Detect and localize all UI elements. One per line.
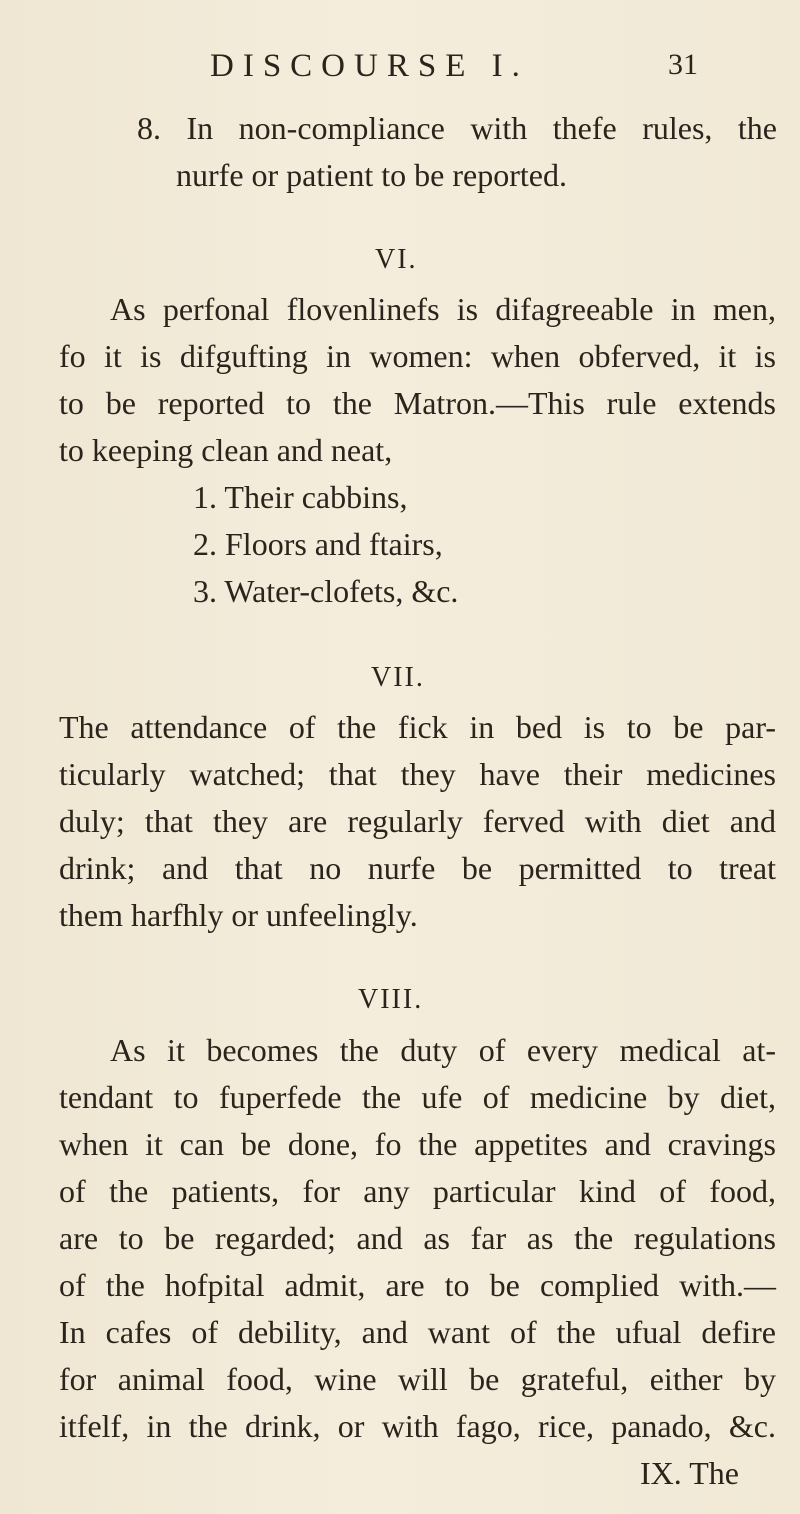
paragraph-viii-line-6: of the hofpital admit, are to be complied with.—: [59, 1267, 776, 1303]
paragraph-vii-line-2: ticularly watched; that they have their medicines: [59, 756, 776, 792]
paragraph-vii-line-4: drink; and that no nurfe be permitted to treat: [59, 850, 776, 886]
paragraph-viii-line-3: when it can be done, fo the appetites and cravings: [59, 1126, 776, 1162]
paragraph-vii-line-5: them harfhly or unfeelingly.: [59, 897, 418, 933]
rule-8-line-2: nurfe or patient to be reported.: [176, 157, 567, 193]
section-heading-vi: VI.: [375, 244, 418, 275]
paragraph-viii-line-5: are to be regarded; and as far as the regulations: [59, 1220, 776, 1256]
paragraph-vii-line-3: duly; that they are regularly ferved with diet and: [59, 803, 776, 839]
page-header: [0, 48, 800, 108]
paragraph-viii-line-9: itfelf, in the drink, or with fago, rice, panado, &c.: [59, 1408, 776, 1444]
rule-8-line-1: 8. In non-compliance with thefe rules, the: [137, 110, 777, 146]
paragraph-vii-line-1: The attendance of the fick in bed is to be par-: [59, 709, 776, 745]
paragraph-viii-line-2: tendant to fuperfede the ufe of medicine by diet,: [59, 1079, 776, 1115]
page-number: 31: [668, 48, 698, 81]
paragraph-viii-line-7: In cafes of debility, and want of the ufual defire: [59, 1314, 776, 1350]
paragraph-viii-line-4: of the patients, for any particular kind of food,: [59, 1173, 776, 1209]
list-item-1: 1. Their cabbins,: [193, 479, 408, 515]
paragraph-viii-line-8: for animal food, wine will be grateful, either by: [59, 1361, 776, 1397]
list-item-3: 3. Water-clofets, &c.: [193, 573, 459, 609]
list-item-2: 2. Floors and ftairs,: [193, 526, 443, 562]
paragraph-vi-line-2: fo it is difgufting in women: when obferved, it is: [59, 338, 776, 374]
section-heading-viii: VIII.: [358, 984, 424, 1015]
paragraph-viii-line-1: As it becomes the duty of every medical at-: [110, 1032, 776, 1068]
paragraph-vi-line-3: to be reported to the Matron.—This rule extends: [59, 385, 776, 421]
running-head: DISCOURSE I.: [210, 48, 529, 84]
paragraph-vi-line-4: to keeping clean and neat,: [59, 432, 393, 468]
paragraph-vi-line-1: As perfonal flovenlinefs is difagreeable in men,: [110, 291, 776, 327]
catchword: IX. The: [640, 1455, 739, 1491]
section-heading-vii: VII.: [371, 662, 425, 693]
